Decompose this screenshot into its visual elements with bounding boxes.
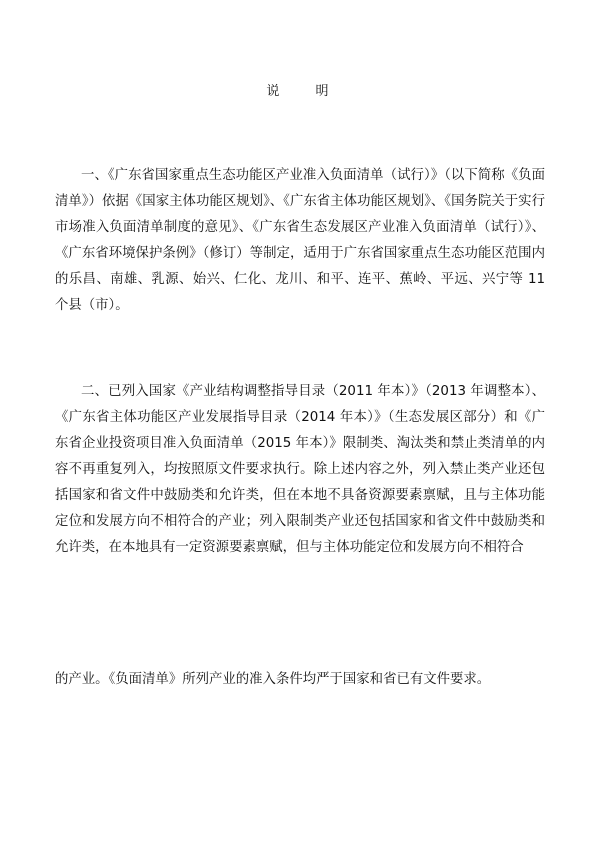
paragraph-rules-continued: 的产业。《负面清单》所列产业的准入条件均严于国家和省已有文件要求。 bbox=[55, 672, 491, 687]
paragraph-scope: 一、《广东省国家重点生态功能区产业准入负面清单（试行）》（以下简称《负面清单》）依据《国家主体功能区规划》、《广东省主体功能区规划》、《国务院关于实行市场准入负面清单制度的意见》、《广东省生态发展区产业准入负面清单（试行）》、《广东省环境保护条例》（修订）等制定，适用于广东省国家重点生态功能区范围内的乐昌、南雄、乳源、始兴、仁化、龙川、和平、连平、蕉岭、平远、兴宁等 11 个县（市）。 bbox=[55, 168, 545, 313]
paragraph-rules: 二、已列入国家《产业结构调整指导目录（2011 年本）》（2013 年调整本）、《广东省主体功能区产业发展指导目录（2014 年本）》（生态发展区部分）和《广东省企业投资项目准入负面清单（2015 年本）》限制类、淘汰类和禁止类清单的内容不再重复列入，均按照原文件要求执行。除上述内容之外，列入禁止类产业还包括国家和省文件中鼓励类和允许类，但在本地不具备资源要素禀赋，且与主体功能定位和发展方向不相符合的产业；列入限制类产业还包括国家和省文件中鼓励类和允许类，在本地具有一定资源要素禀赋，但与主体功能定位和发展方向不相符合 bbox=[55, 384, 545, 555]
page-title: 说 明 bbox=[266, 84, 345, 99]
